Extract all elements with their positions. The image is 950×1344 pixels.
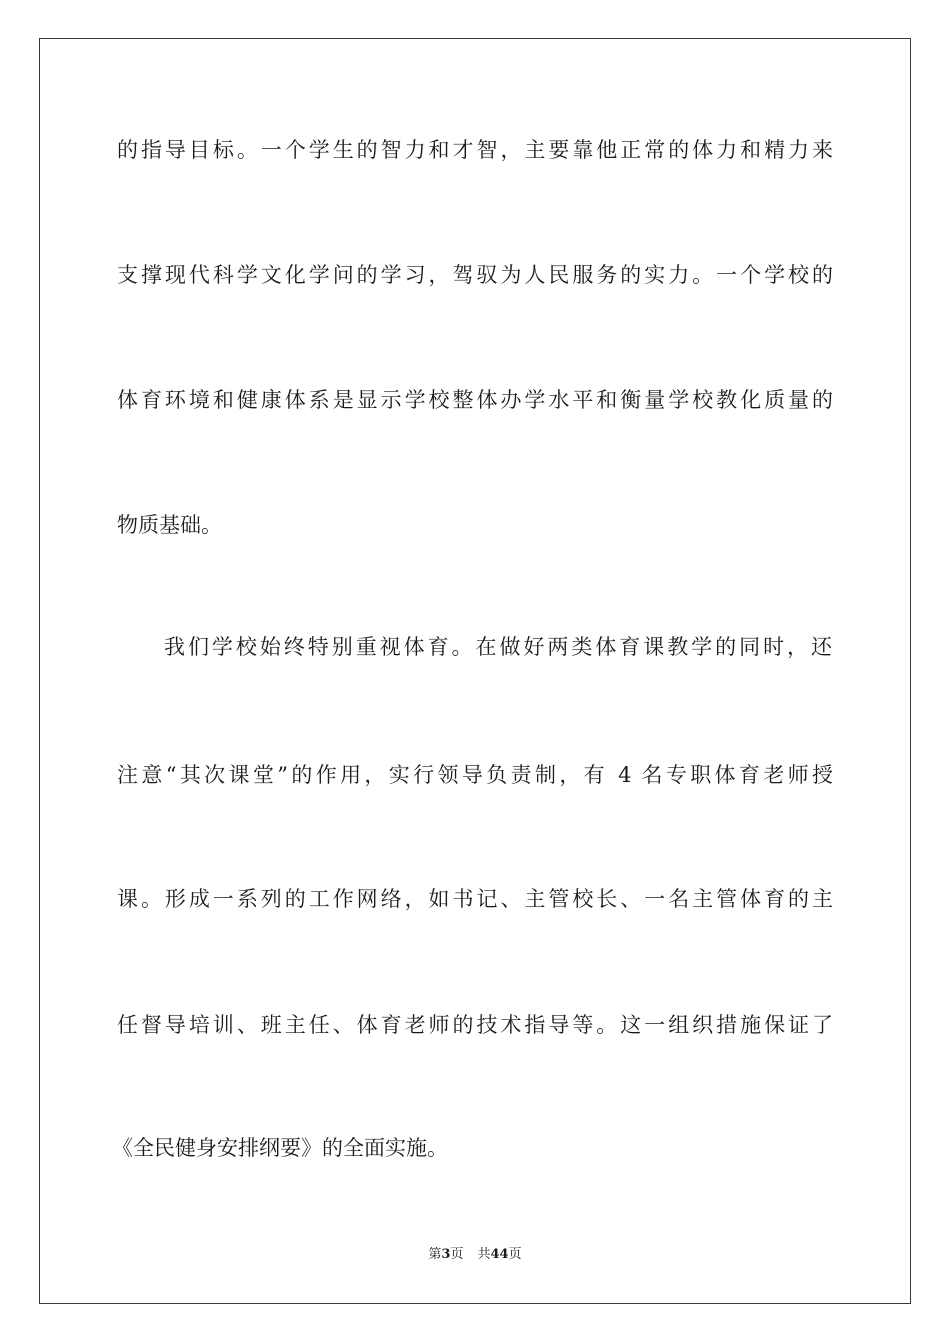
paragraph-1-line-4: 物质基础。	[117, 513, 222, 537]
page-total-label	[477, 1247, 521, 1262]
page-prefix: 第	[428, 1247, 442, 1262]
page-current: 3	[441, 1247, 451, 1262]
total-suffix: 页	[508, 1247, 522, 1262]
page-suffix: 页	[450, 1247, 464, 1262]
paragraph-2-line-3: 课。形成一系列的工作网络，如书记、主管校长、一名主管体育的主	[117, 887, 833, 911]
total-prefix: 共	[477, 1247, 491, 1262]
page-border	[39, 38, 911, 1304]
page-footer	[0, 1246, 950, 1264]
paragraph-2-line-5: 《全民健身安排纲要》的全面实施。	[112, 1136, 448, 1160]
paragraph-2-line-4: 任督导培训、班主任、体育老师的技术指导等。这一组织措施保证了	[117, 1013, 833, 1037]
paragraph-1-line-2: 支撑现代科学文化学问的学习，驾驭为人民服务的实力。一个学校的	[117, 263, 833, 287]
paragraph-1-line-1: 的指导目标。一个学生的智力和才智，主要靠他正常的体力和精力来	[117, 138, 833, 162]
paragraph-2-line-2: 注意“其次课堂”的作用，实行领导负责制，有 4 名专职体育老师授	[117, 763, 833, 787]
page-number-label	[428, 1247, 463, 1262]
paragraph-2-line-1: 我们学校始终特别重视体育。在做好两类体育课教学的同时，还	[164, 635, 832, 659]
paragraph-1-line-3: 体育环境和健康体系是显示学校整体办学水平和衡量学校教化质量的	[117, 388, 833, 412]
page-total: 44	[490, 1247, 509, 1262]
